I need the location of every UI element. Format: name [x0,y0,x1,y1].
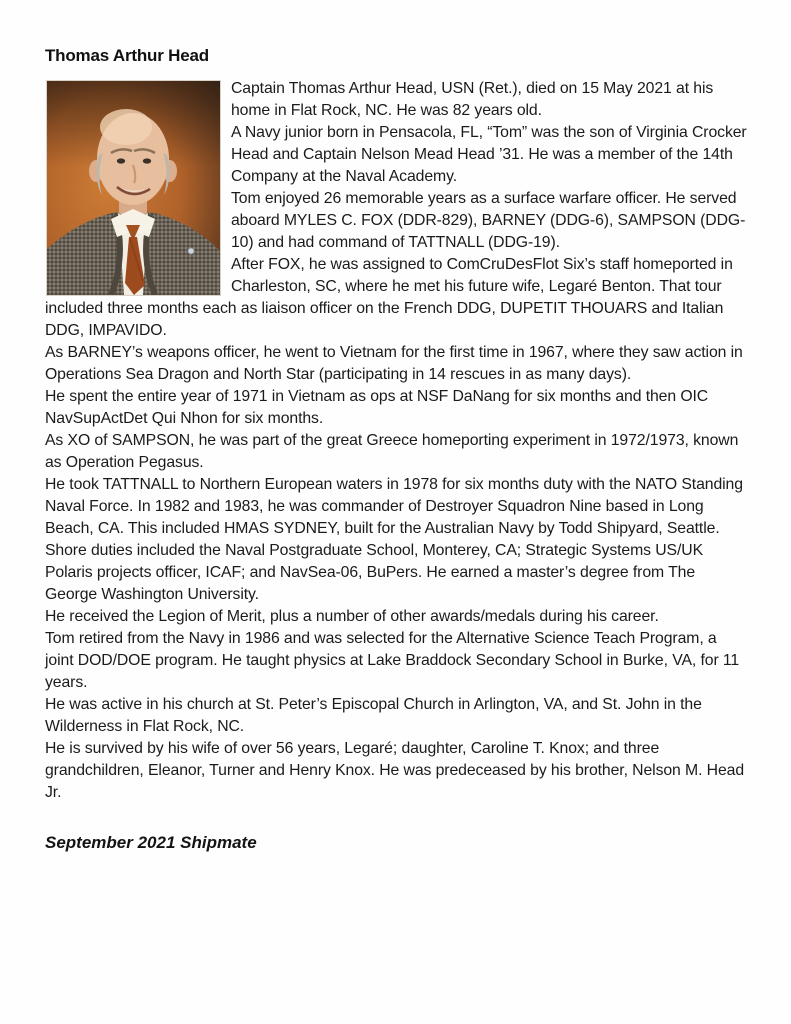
paragraph-fox-assignment: After FOX, he was assigned to ComCruDesFlot Six’s staff homeported in Charleston, SC, where he met his future wife, Legaré Benton. That tour included three months each as liaison officer on the French DDG, DUPETIT THOUARS and Italian DDG, IMPAVIDO. [45,256,733,339]
paragraph-retirement-teaching: Tom retired from the Navy in 1986 and was selected for the Alternative Science Teach Program, a joint DOD/DOE program. He taught physics at Lake Braddock Secondary School in Burke, VA, for 11 years. [45,630,740,691]
page-title: Thomas Arthur Head [45,46,209,65]
portrait-illustration [47,81,220,295]
source-citation: September 2021 Shipmate [45,833,257,852]
paragraph-survivors: He is survived by his wife of over 56 years, Legaré; daughter, Caroline T. Knox; and three grandchildren, Eleanor, Turner and Henry Knox. He was predeceased by his brother, Nelson M. Head Jr. [45,740,745,801]
paragraph-vietnam-1971: He spent the entire year of 1971 in Vietnam as ops at NSF DaNang for six months and then OIC NavSupActDet Qui Nhon for six months. [45,388,709,427]
paragraph-vietnam-1967: As BARNEY’s weapons officer, he went to Vietnam for the first time in 1967, where they saw action in Operations Sea Dragon and North Star (participating in 14 rescues in as many days). [45,344,743,383]
obituary-text [45,78,749,804]
paragraph-church: He was active in his church at St. Peter’s Episcopal Church in Arlington, VA, and St. John in the Wilderness in Flat Rock, NC. [45,696,702,735]
lapel-pin [188,248,194,254]
portrait-photo [46,80,221,296]
document-body [45,46,749,854]
paragraph-awards: He received the Legion of Merit, plus a number of other awards/medals during his career. [45,608,659,625]
paragraph-shore-duties: Shore duties included the Naval Postgraduate School, Monterey, CA; Strategic Systems US/UK Polaris projects officer, ICAF; and NavSea-06, BuPers. He earned a master’s degree from The George Washington University. [45,542,704,603]
paragraph-family-origin: A Navy junior born in Pensacola, FL, “Tom” was the son of Virginia Crocker Head and Captain Nelson Mead Head ’31. He was a member of the 14th Company at the Naval Academy. [231,124,747,185]
paragraph-tattnall-command: He took TATTNALL to Northern European waters in 1978 for six months duty with the NATO Standing Naval Force. In 1982 and 1983, he was commander of Destroyer Squadron Nine based in Long Beach, CA. This included HMAS SYDNEY, built for the Australian Navy by Todd Shipyard, Seattle. [45,476,743,537]
paragraph-sampson-xo: As XO of SAMPSON, he was part of the great Greece homeporting experiment in 1972/1973, known as Operation Pegasus. [45,432,739,471]
paragraph-navy-career: Tom enjoyed 26 memorable years as a surface warfare officer. He served aboard MYLES C. FOX (DDR-829), BARNEY (DDG-6), SAMPSON (DDG-10) and had command of TATTNALL (DDG-19). [231,190,746,251]
paragraph-death-notice: Captain Thomas Arthur Head, USN (Ret.), died on 15 May 2021 at his home in Flat Rock, NC. He was 82 years old. [231,80,714,119]
